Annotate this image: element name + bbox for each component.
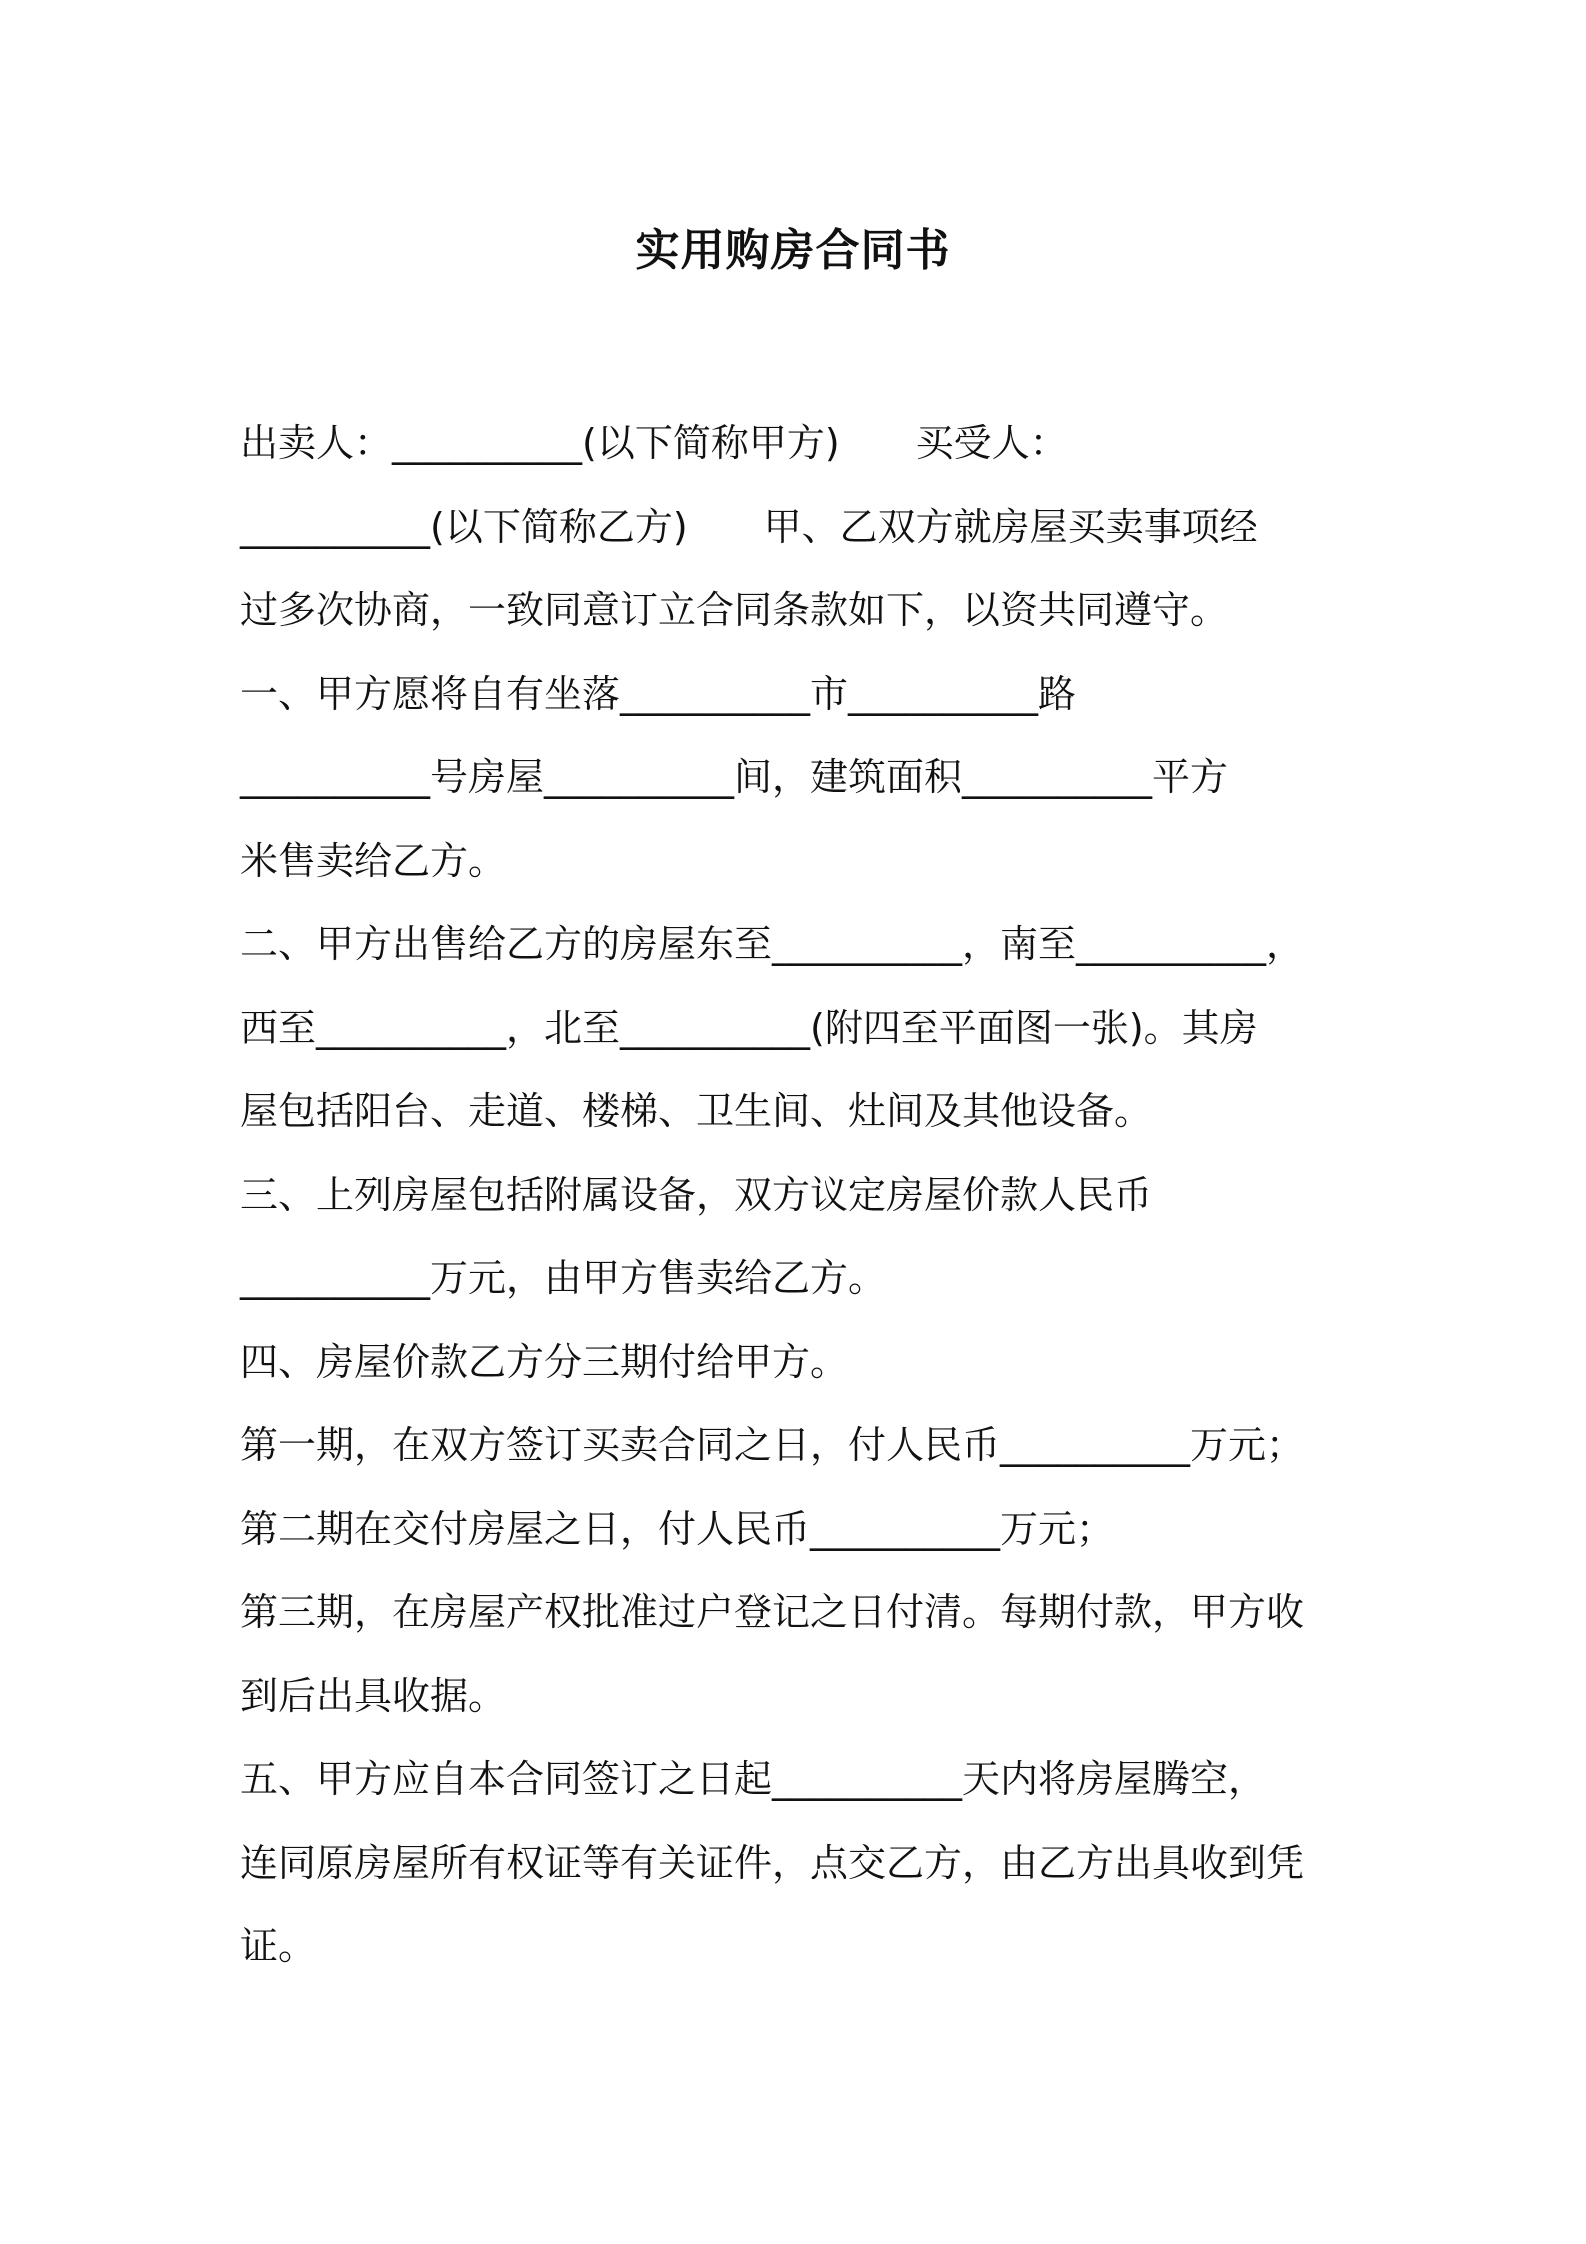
contract-line: 一、甲方愿将自有坐落__________市__________路 <box>240 671 1077 716</box>
contract-line: 过多次协商，一致同意订立合同条款如下，以资共同遵守。 <box>240 588 1229 632</box>
contract-line: 到后出具收据。 <box>240 1673 507 1718</box>
contract-body <box>240 402 1355 1989</box>
contract-line: __________号房屋__________间，建筑面积__________平方 <box>240 755 1229 799</box>
contract-line: 五、甲方应自本合同签订之日起__________天内将房屋腾空， <box>240 1757 1267 1801</box>
contract-line: 出卖人：__________(以下简称甲方) 买受人： <box>240 421 1068 465</box>
contract-line: 连同原房屋所有权证等有关证件，点交乙方，由乙方出具收到凭 <box>240 1840 1305 1885</box>
contract-line: 第二期在交付房屋之日，付人民币__________万元； <box>240 1506 1115 1551</box>
contract-line: __________万元，由甲方售卖给乙方。 <box>240 1256 887 1300</box>
contract-line: 二、甲方出售给乙方的房屋东至__________，南至__________， <box>240 922 1305 966</box>
contract-line: 屋包括阳台、走道、楼梯、卫生间、灶间及其他设备。 <box>240 1089 1153 1133</box>
document-title: 实用购房合同书 <box>635 225 951 276</box>
contract-line: 西至__________，北至__________(附四至平面图一张)。其房 <box>240 1005 1258 1050</box>
contract-line: 四、房屋价款乙方分三期付给甲方。 <box>240 1339 849 1384</box>
contract-line: 米售卖给乙方。 <box>240 838 507 883</box>
contract-line: __________(以下简称乙方) 甲、乙双方就房屋买卖事项经 <box>240 504 1258 549</box>
contract-line: 第一期，在双方签订买卖合同之日，付人民币__________万元； <box>240 1423 1305 1467</box>
contract-line: 证。 <box>240 1924 317 1968</box>
contract-line: 第三期，在房屋产权批准过户登记之日付清。每期付款，甲方收 <box>240 1590 1305 1634</box>
contract-line: 三、上列房屋包括附属设备，双方议定房屋价款人民币 <box>240 1172 1153 1217</box>
